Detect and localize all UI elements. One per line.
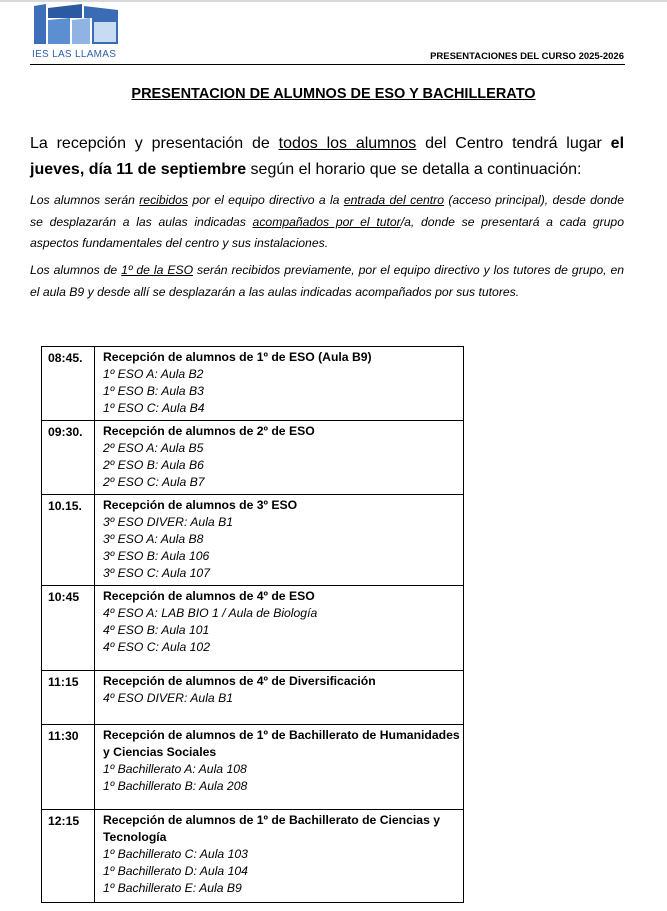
logo-text: IES LAS LLAMAS [32,49,117,60]
schedule-item: 4º ESO B: Aula 101 [103,623,210,637]
schedule-row [42,725,464,810]
schedule-heading: Recepción de alumnos de 4º de Diversificación [103,674,376,688]
schedule-time: 11:15 [42,671,95,725]
schedule-time: 11:30 [42,725,95,810]
schedule-item: 2º ESO B: Aula B6 [103,458,204,472]
schedule-heading: Recepción de alumnos de 1º de Bachillerato de Ciencias y Tecnología [103,813,441,844]
schedule-item: 1º Bachillerato E: Aula B9 [103,881,242,895]
schedule-time: 10.15. [42,495,95,586]
schedule-row [42,810,464,903]
schedule-item: 4º ESO DIVER: Aula B1 [103,691,233,705]
schedule-item: 2º ESO A: Aula B5 [103,441,204,455]
schedule-time: 09:30. [42,421,95,495]
schedule-row [42,495,464,586]
page-title: PRESENTACION DE ALUMNOS DE ESO Y BACHILLERATO [131,86,536,102]
schedule-row [42,586,464,671]
schedule-description [95,495,464,586]
schedule-description [95,347,464,421]
schedule-time: 12:15 [42,810,95,903]
schedule-row [42,671,464,725]
schedule-row [42,421,464,495]
paragraph-first-eso: Los alumnos de 1º de la ESO serán recibidos previamente, por el equipo directivo y los tutores de grupo, en el aula B9 y desde allí se desplazarán a las aulas indicadas acompañados por sus tutores. [30,263,624,299]
schedule-description [95,421,464,495]
schedule-description [95,586,464,671]
school-logo [30,4,130,60]
schedule-item: 3º ESO B: Aula 106 [103,549,210,563]
schedule-item: 3º ESO A: Aula B8 [103,532,204,546]
schedule-description [95,810,464,903]
schedule-item: 2º ESO C: Aula B7 [103,475,205,489]
schedule-item: 1º ESO A: Aula B2 [103,367,204,381]
schedule-time: 10:45 [42,586,95,671]
schedule-heading: Recepción de alumnos de 4º de ESO [103,589,315,603]
schedule-description [95,671,464,725]
schedule-item: 1º Bachillerato D: Aula 104 [103,864,248,878]
schedule-heading: Recepción de alumnos de 3º ESO [103,498,298,512]
intro-paragraph: La recepción y presentación de todos los alumnos del Centro tendrá lugar el jueves, día 11 de septiembre según el horario que se detalla a continuación: [30,135,625,178]
schedule-item: 1º ESO B: Aula B3 [103,384,204,398]
schedule-item: 1º Bachillerato C: Aula 103 [103,847,248,861]
schedule-description [95,725,464,810]
schedule-item: 4º ESO C: Aula 102 [103,640,210,654]
header-course-title: PRESENTACIONES DEL CURSO 2025-2026 [430,51,624,62]
schedule-table [41,346,464,903]
schedule-heading: Recepción de alumnos de 2º de ESO [103,424,315,438]
logo-graphic [30,4,122,50]
schedule-item: 1º ESO C: Aula B4 [103,401,205,415]
schedule-item: 3º ESO C: Aula 107 [103,566,210,580]
header-rule [30,64,625,65]
intro-underline: todos los alumnos [278,135,417,152]
schedule-time: 08:45. [42,347,95,421]
schedule-heading: Recepción de alumnos de 1º de Bachillerato de Humanidades y Ciencias Sociales [103,728,460,759]
top-border-line [0,0,667,2]
schedule-item: 1º Bachillerato A: Aula 108 [103,762,247,776]
paragraph-reception: Los alumnos serán recibidos por el equipo directivo a la entrada del centro (acceso principal), desde donde se desplazarán a las aulas indicadas acompañados por el tutor/a, donde se presentará a cada grupo aspectos fundamentales del centro y sus instalaciones. [30,193,624,250]
intro-date: el jueves, día 11 de septiembre [30,135,625,178]
schedule-item: 3º ESO DIVER: Aula B1 [103,515,233,529]
schedule-item: 4º ESO A: LAB BIO 1 / Aula de Biología [103,606,318,620]
schedule-heading: Recepción de alumnos de 1º de ESO (Aula B9) [103,350,372,364]
schedule-item: 1º Bachillerato B: Aula 208 [103,779,248,793]
schedule-row [42,347,464,421]
